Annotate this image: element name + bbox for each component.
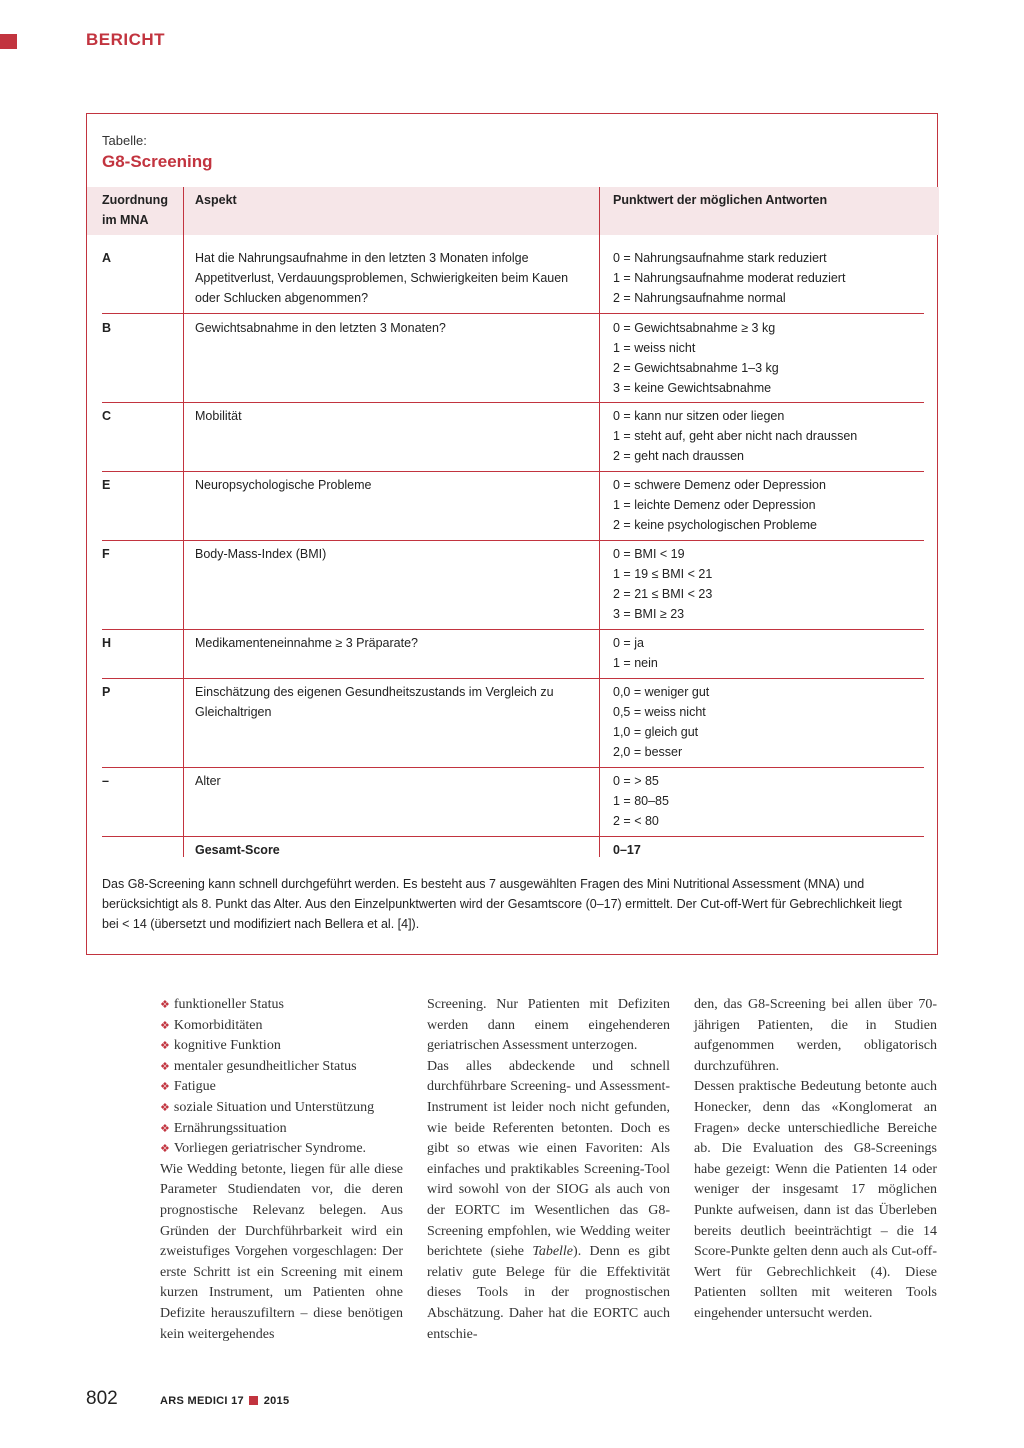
row-code: H: [102, 636, 112, 650]
answer-line: 1 = nein: [613, 656, 658, 670]
answer-line: 1 = 80–85: [613, 794, 669, 808]
bullet-text: Ernährungssituation: [173, 1120, 287, 1136]
answer-line: 1 = 19 ≤ BMI < 21: [613, 567, 713, 581]
diamond-bullet-icon: ❖: [160, 1081, 170, 1094]
column-divider: [183, 187, 184, 857]
row-answers: [613, 633, 923, 673]
body-paragraph: Screening. Nur Patienten mit Defiziten werden dann einem eingehenderen geriatrischen Assessment unterzogen.: [427, 997, 670, 1054]
body-paragraph: den, das G8-Screening bei allen über 70-jährigen Patienten, die in Studien aufgenommen werden, obligatorisch durchzuführen.: [694, 997, 937, 1074]
column-divider: [599, 187, 600, 857]
answer-line: 1,0 = gleich gut: [613, 725, 699, 739]
bullet-text: Komorbiditäten: [173, 1017, 263, 1033]
answer-line: 1 = steht auf, geht aber nicht nach draussen: [613, 429, 858, 443]
answer-line: 2 = keine psychologischen Probleme: [613, 518, 817, 532]
body-paragraph: Dessen praktische Bedeutung betonte auch Honecker, denn das «Konglomerat an Fragen» decke unterschiedliche Bereiche ab. Die Evaluation des G8-Screenings habe gezeigt: Wenn die Patienten 14 oder weniger der insgesamt 17 möglichen Punkte aufweisen, dann ist das Überleben bereits deutlich beeinträchtigt – die 14 Score-Punkte gelten denn auch als Cut-off-Wert für Gebrechlichkeit (4). Diese Patienten sollten mit weiteren Tools eingehender untersucht werden.: [694, 1079, 937, 1321]
bullet-item: [160, 1036, 403, 1057]
header-punktwert: Punktwert der möglichen Antworten: [613, 193, 828, 207]
row-answers: [613, 475, 923, 535]
answer-line: 1 = leichte Demenz oder Depression: [613, 498, 816, 512]
bullet-text: Vorliegen geriatrischer Syndrome.: [173, 1141, 367, 1157]
answer-line: 0 = > 85: [613, 774, 659, 788]
row-code: E: [102, 478, 111, 492]
answer-line: 0 = schwere Demenz oder Depression: [613, 478, 826, 492]
paragraph-text: Das alles abdeckende und schnell durchführbare Screening- und Assessment-Instrument ist leider noch nicht gefunden, wie beide Referenten betonten. Doch es gibt so etwas wie einen Favoriten: Als einfaches und praktikables Screening-Tool wird sowohl von der SIOG als auch von der EORTC im Wesentlichen das G8-Screening empfohlen, wie Wedding weiter berichtete (siehe: [427, 1058, 670, 1260]
row-code: C: [102, 409, 112, 423]
bullet-item: [160, 1139, 403, 1160]
row-divider: [102, 540, 924, 541]
row-divider: [102, 471, 924, 472]
diamond-bullet-icon: ❖: [160, 1060, 170, 1073]
bullet-item: [160, 1077, 403, 1098]
answer-line: 0 = BMI < 19: [613, 547, 685, 561]
answer-line: 0,0 = weniger gut: [613, 685, 710, 699]
table-header-row: [87, 187, 939, 235]
journal-title: ARS MEDICI 17: [160, 1395, 244, 1407]
answer-line: 2 = geht nach draussen: [613, 449, 744, 463]
total-value: 0–17: [613, 843, 641, 857]
page-number: 802: [86, 1388, 118, 1409]
row-divider: [102, 313, 924, 314]
row-answers: [613, 682, 923, 762]
answer-line: 0 = kann nur sitzen oder liegen: [613, 409, 785, 423]
row-divider: [102, 767, 924, 768]
body-column-2: [427, 995, 670, 1345]
row-aspect: Alter: [195, 774, 221, 788]
diamond-bullet-icon: ❖: [160, 999, 170, 1011]
row-code: A: [102, 251, 112, 265]
row-code: B: [102, 321, 112, 335]
body-paragraph: [427, 1057, 670, 1345]
body-column-1: [160, 995, 403, 1345]
row-divider: [102, 836, 924, 837]
answer-line: 3 = BMI ≥ 23: [613, 607, 685, 621]
row-answers: [613, 406, 923, 466]
answer-line: 1 = weiss nicht: [613, 341, 696, 355]
paragraph-text: ). Denn es gibt relativ gute Belege für die Effektivität dieses Tools in der prognostischen Abschätzung. Daher hat die EORTC auch entschie-: [427, 1244, 670, 1342]
journal-name: [160, 1395, 289, 1407]
row-divider: [102, 678, 924, 679]
table-footnote: Das G8-Screening kann schnell durchgeführt werden. Es besteht aus 7 ausgewählten Fragen des Mini Nutritional Assessment (MNA) und berücksichtigt als 8. Punkt das Alter. Aus den Einzelpunktwerten wird der Gesamtscore (0–17) ermittelt. Der Cut-off-Wert für Gebrechlichkeit liegt bei < 14 (übersetzt und modifiziert nach Bellera et al. [4]).: [102, 877, 902, 931]
diamond-bullet-icon: ❖: [160, 1122, 170, 1135]
total-label: Gesamt-Score: [195, 843, 280, 857]
body-column-3: [694, 995, 937, 1325]
diamond-bullet-icon: ❖: [160, 1143, 170, 1156]
row-aspect: Mobilität: [195, 409, 242, 423]
bullet-text: kognitive Funktion: [173, 1038, 281, 1054]
answer-line: 0 = ja: [613, 636, 644, 650]
row-aspect: Gewichtsabnahme in den letzten 3 Monaten?: [195, 321, 446, 335]
section-marker: [0, 34, 17, 49]
table-reference: Tabelle: [532, 1244, 574, 1260]
bullet-text: Fatigue: [173, 1079, 216, 1095]
section-label: BERICHT: [86, 30, 166, 49]
row-aspect: Medikamenteneinnahme ≥ 3 Präparate?: [195, 636, 418, 650]
answer-line: 2 = 21 ≤ BMI < 23: [613, 587, 713, 601]
bullet-item: [160, 1119, 403, 1140]
square-separator-icon: [249, 1396, 258, 1405]
bullet-item: [160, 1057, 403, 1078]
answer-line: 1 = Nahrungsaufnahme moderat reduziert: [613, 271, 846, 285]
table-caption: Tabelle:: [102, 133, 147, 148]
answer-line: 2 = Nahrungsaufnahme normal: [613, 291, 786, 305]
bullet-item: [160, 1098, 403, 1119]
bullet-item: [160, 1016, 403, 1037]
bullet-text: mentaler gesundheitlicher Status: [173, 1058, 357, 1074]
row-answers: [613, 544, 923, 624]
bullet-item: [160, 995, 403, 1016]
row-answers: [613, 771, 923, 831]
row-code: –: [102, 774, 109, 788]
row-answers: [613, 248, 923, 308]
row-divider: [102, 629, 924, 630]
row-code: F: [102, 547, 110, 561]
row-code: P: [102, 685, 111, 699]
answer-line: 2 = < 80: [613, 814, 659, 828]
answer-line: 0,5 = weiss nicht: [613, 705, 706, 719]
table-title: G8-Screening: [102, 152, 213, 171]
answer-line: 2,0 = besser: [613, 745, 683, 759]
answer-line: 0 = Gewichtsabnahme ≥ 3 kg: [613, 321, 776, 335]
row-answers: [613, 318, 923, 398]
answer-line: 0 = Nahrungsaufnahme stark reduziert: [613, 251, 827, 265]
journal-year: 2015: [263, 1395, 290, 1407]
row-aspect: Neuropsychologische Probleme: [195, 478, 372, 492]
diamond-bullet-icon: ❖: [160, 1040, 170, 1053]
table-box: [86, 113, 938, 955]
body-paragraph: Wie Wedding betonte, liegen für alle diese Parameter Studiendaten vor, die deren prognostische Relevanz belegen. Aus Gründen der Durchführbarkeit wird ein zweistufiges Vorgehen vorgeschlagen: Der erste Schritt ist ein Screening mit einem kurzen Instrument, um Patienten ohne Defizite herauszufiltern – diese benötigen kein weitergehendes: [160, 1161, 403, 1342]
answer-line: 2 = Gewichtsabnahme 1–3 kg: [613, 361, 779, 375]
header-zuordnung: Zuordnung im MNA: [102, 193, 168, 227]
row-aspect: Einschätzung des eigenen Gesundheitszustands im Vergleich zu Gleichaltrigen: [195, 685, 554, 719]
row-aspect: Body-Mass-Index (BMI): [195, 547, 327, 561]
diamond-bullet-icon: ❖: [160, 1019, 170, 1032]
row-aspect: Hat die Nahrungsaufnahme in den letzten 3 Monaten infolge Appetitverlust, Verdauungsproblemen, Schwierigkeiten beim Kauen oder Schlucken abgenommen?: [195, 251, 569, 305]
header-aspekt: Aspekt: [195, 193, 237, 207]
row-divider: [102, 402, 924, 403]
bullet-text: soziale Situation und Unterstützung: [173, 1099, 375, 1115]
bullet-text: funktioneller Status: [173, 997, 284, 1012]
diamond-bullet-icon: ❖: [160, 1101, 170, 1114]
answer-line: 3 = keine Gewichtsabnahme: [613, 381, 772, 395]
